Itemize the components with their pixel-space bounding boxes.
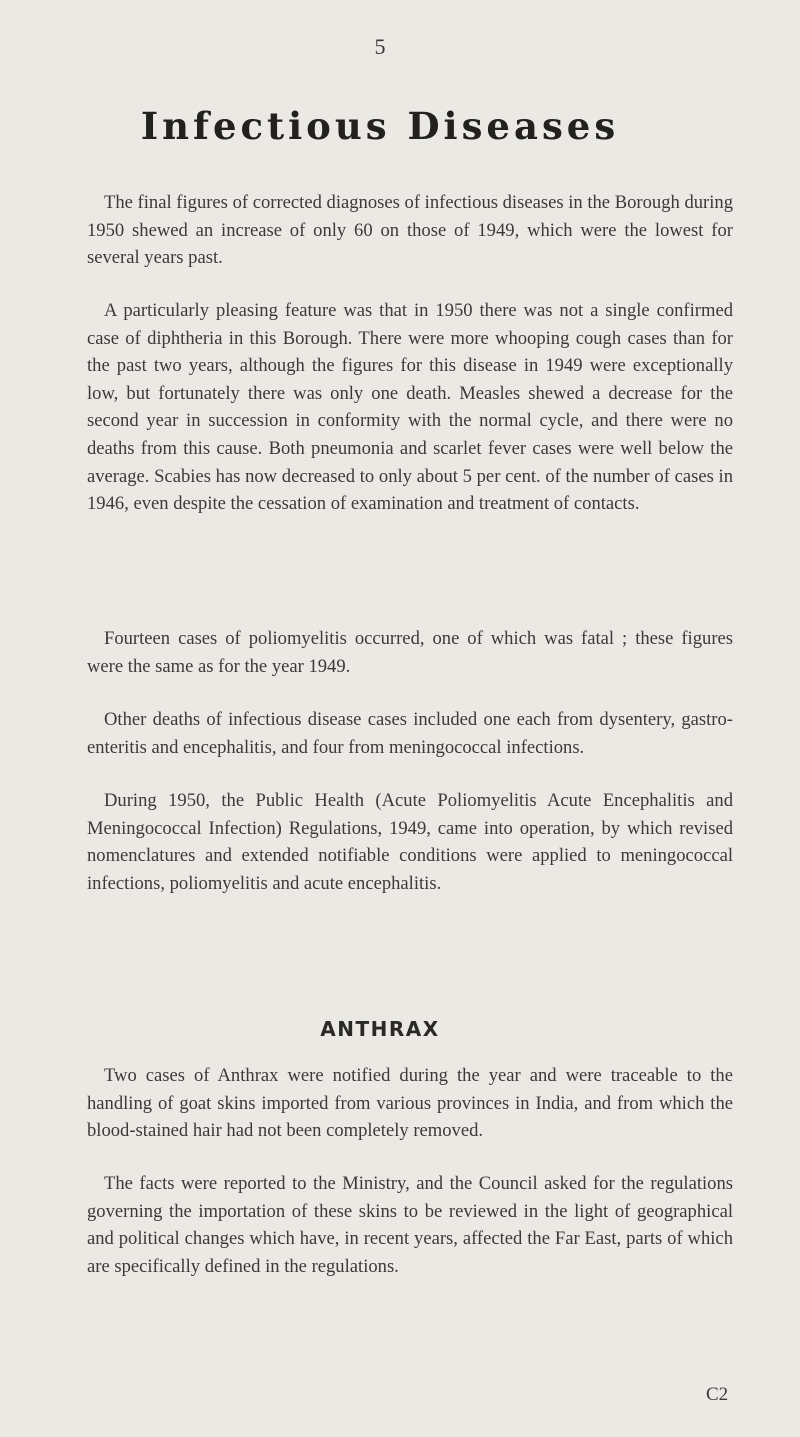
- paragraph-poliomyelitis: Fourteen cases of poliomyelitis occurred, one of which was fatal ; these figures were the same as for the year 1949.: [87, 628, 733, 677]
- signature-mark: C2: [706, 1384, 729, 1405]
- paragraph-regulations: During 1950, the Public Health (Acute Poliomyelitis Acute Encephalitis and Meningococcal Infection) Regulations, 1949, came into operation, by which revised nomenclatures and extended notifiable conditions were applied to meningococcal infections, poliomyelitis and acute encephalitis.: [87, 790, 733, 894]
- page-title: Infectious Diseases: [140, 104, 620, 148]
- paragraph-final-figures: The final figures of corrected diagnoses of infectious diseases in the Borough during 1950 shewed an increase of only 60 on those of 1949, which were the lowest for several years past.: [87, 192, 733, 269]
- paragraph-other-deaths: Other deaths of infectious disease cases included one each from dysentery, gastro-enteritis and encephalitis, and four from meningococcal infections.: [87, 709, 733, 758]
- page-number: 5: [374, 34, 386, 59]
- paragraph-diphtheria: A particularly pleasing feature was that in 1950 there was not a single confirmed case of diphtheria in this Borough. There were more whooping cough cases than for the past two years, although the figures for this disease in 1949 were exceptionally low, but fortunately there was only one death. Measles shewed a decrease for the second year in succession in conformity with the normal cycle, and there were no deaths from this cause. Both pneumonia and scarlet fever cases were well below the average. Scabies has now decreased to only about 5 per cent. of the number of cases in 1946, even despite the cessation of examination and treatment of contacts.: [87, 300, 733, 515]
- paragraph-anthrax-ministry: The facts were reported to the Ministry, and the Council asked for the regulations governing the importation of these skins to be reviewed in the light of geographical and political changes which have, in recent years, affected the Far East, parts of which are specifically defined in the regulations.: [87, 1173, 733, 1277]
- section-heading-anthrax: ANTHRAX: [320, 1017, 440, 1041]
- paragraph-anthrax-cases: Two cases of Anthrax were notified during the year and were traceable to the handling of goat skins imported from various provinces in India, and from which the blood-stained hair had not been completely removed.: [87, 1065, 733, 1142]
